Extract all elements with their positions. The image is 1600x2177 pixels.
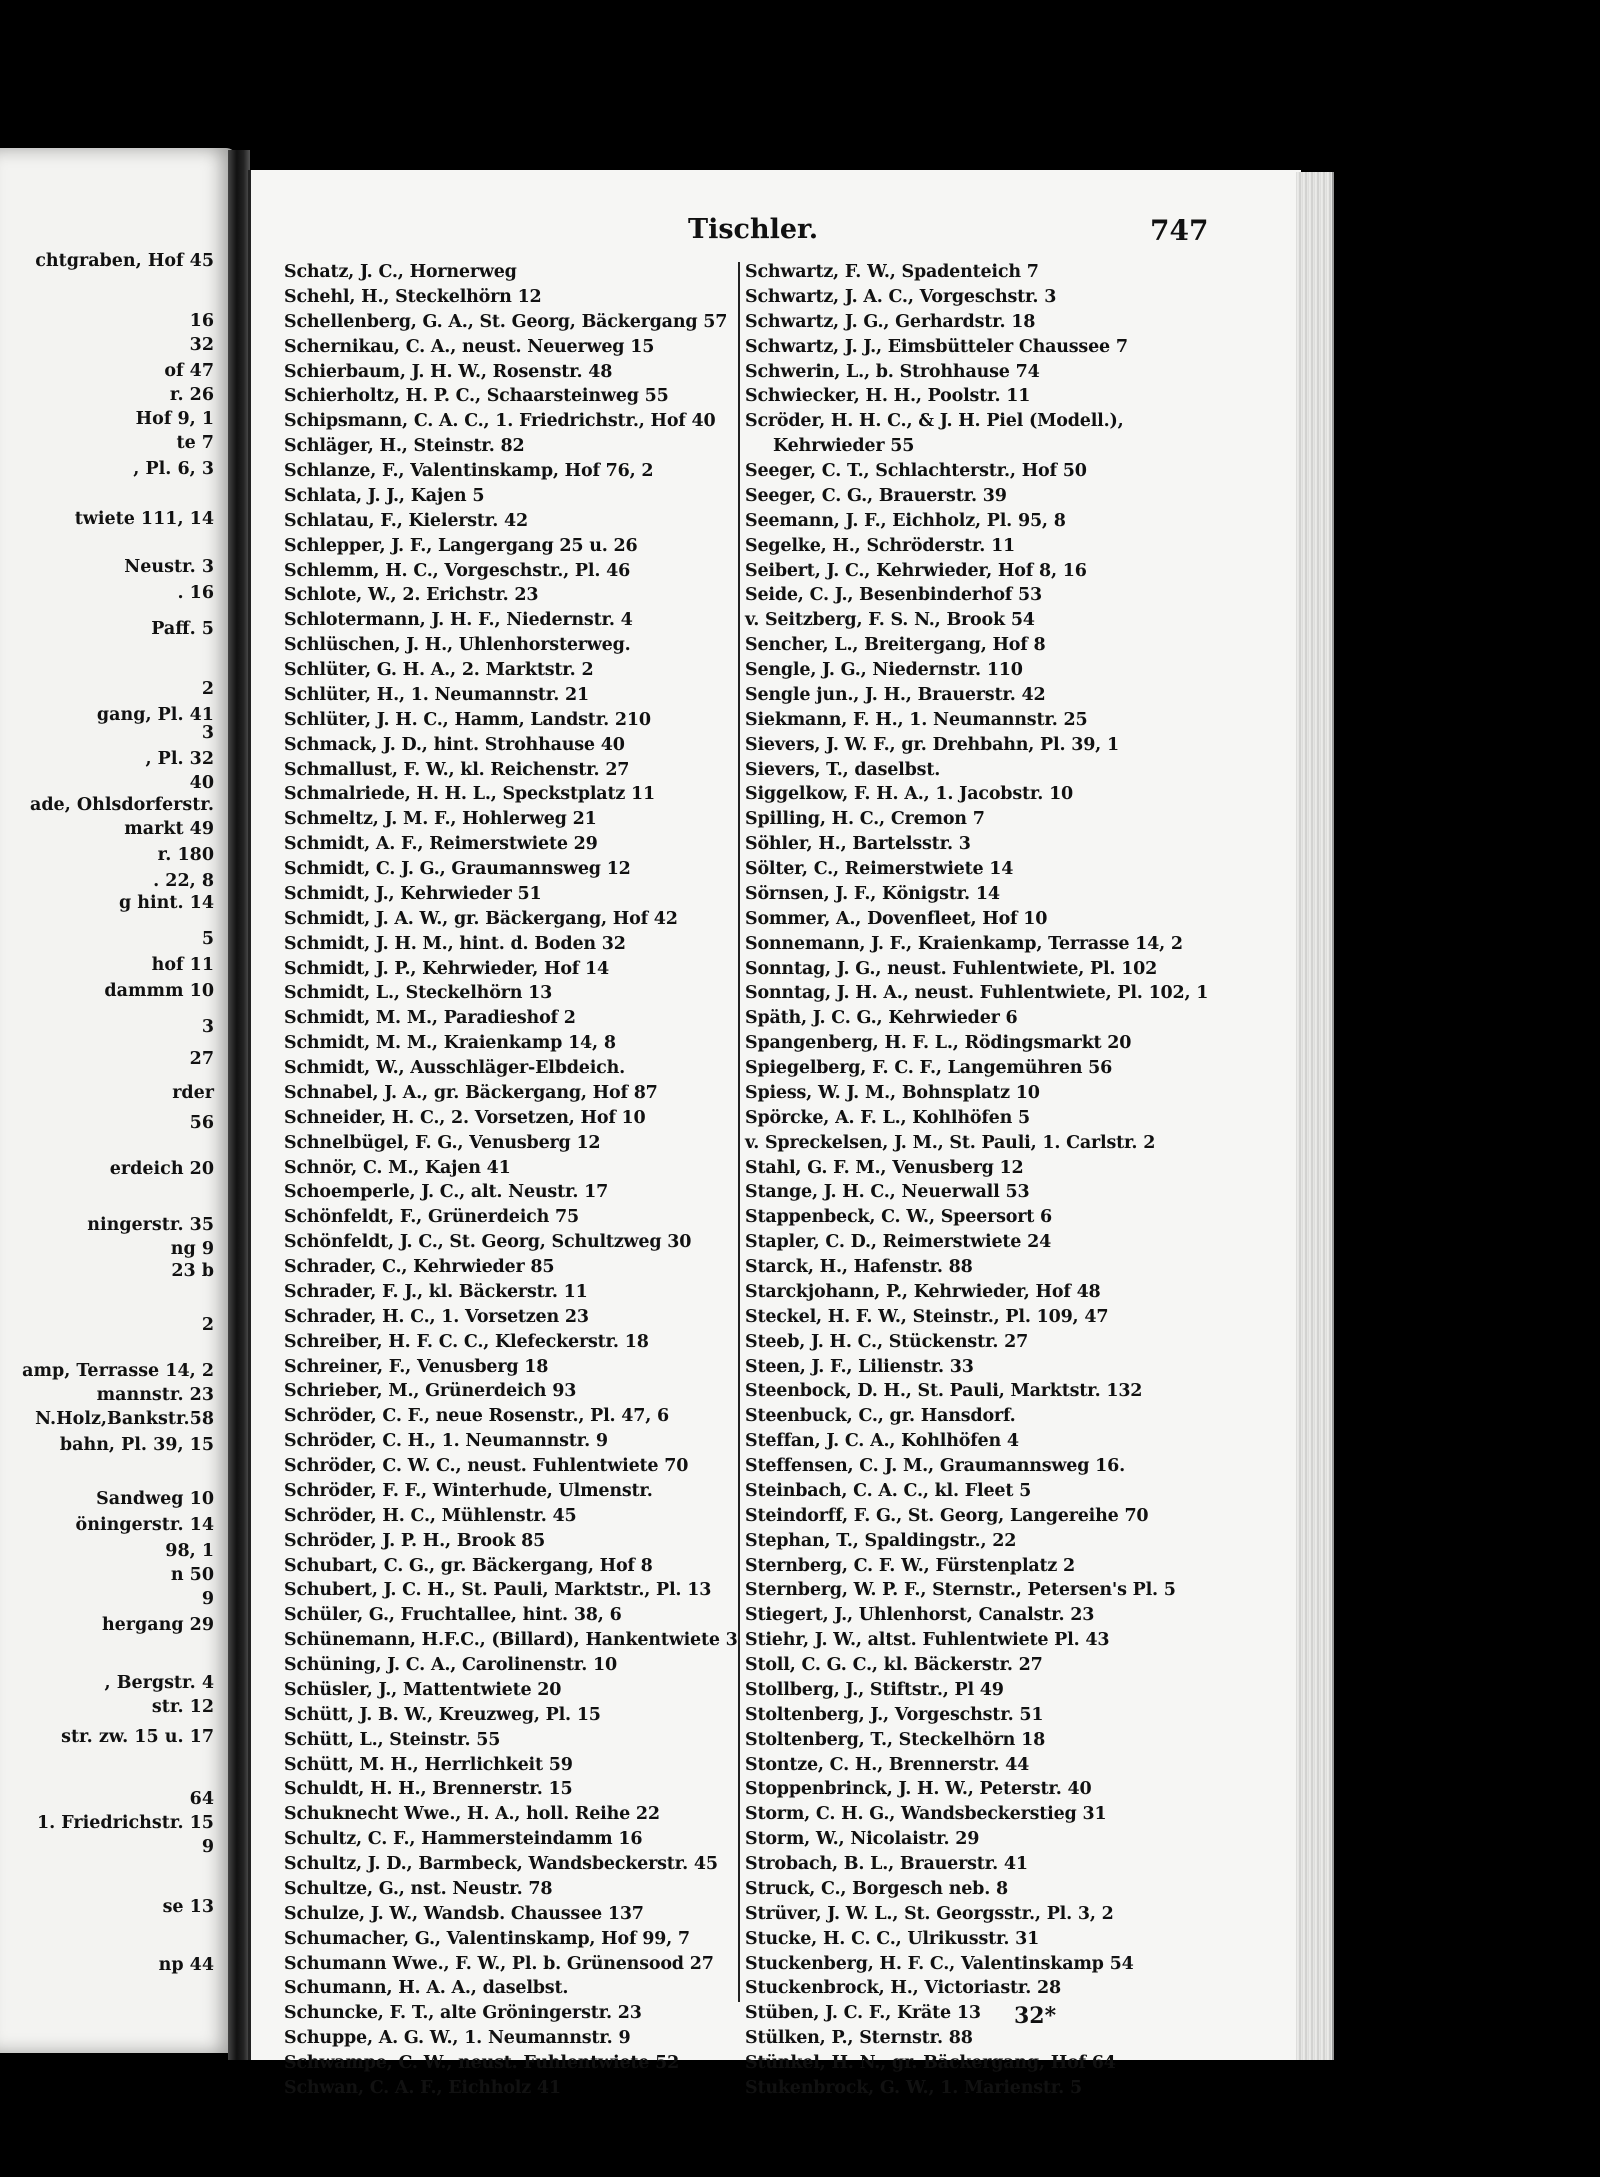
previous-page-text: , Pl. 32 bbox=[145, 749, 214, 769]
previous-page-text: Neustr. 3 bbox=[124, 557, 214, 577]
directory-entry: Schwartz, J. A. C., Vorgeschstr. 3 bbox=[745, 286, 1057, 307]
directory-entry: Steffensen, C. J. M., Graumannsweg 16. bbox=[745, 1456, 1125, 1476]
previous-page-text: r. 26 bbox=[169, 385, 214, 405]
directory-entry: Schütt, L., Steinstr. 55 bbox=[284, 1729, 501, 1750]
directory-entry: Schwartz, F. W., Spadenteich 7 bbox=[745, 262, 1039, 282]
directory-entry: Stollberg, J., Stiftstr., Pl 49 bbox=[745, 1679, 1004, 1700]
directory-entry: Stucke, H. C. C., Ulrikusstr. 31 bbox=[745, 1928, 1040, 1949]
directory-entry: Schuppe, A. G. W., 1. Neumannstr. 9 bbox=[284, 2028, 631, 2049]
directory-entry: Schmidt, J. A. W., gr. Bäckergang, Hof 42 bbox=[284, 908, 678, 929]
directory-entry: Sölter, C., Reimerstwiete 14 bbox=[745, 859, 1014, 879]
previous-page-text: rder bbox=[172, 1083, 214, 1103]
directory-entry: Schmack, J. D., hint. Strohhause 40 bbox=[284, 734, 625, 755]
directory-entry: Schmidt, J. P., Kehrwieder, Hof 14 bbox=[284, 958, 609, 979]
directory-entry: Schatz, J. C., Hornerweg bbox=[284, 262, 517, 282]
directory-entry: Scröder, H. H. C., & J. H. Piel (Modell.), bbox=[745, 411, 1124, 432]
previous-page-text: np 44 bbox=[158, 1955, 214, 1975]
directory-entry: Schnör, C. M., Kajen 41 bbox=[284, 1157, 511, 1178]
directory-entry: Seeger, C. T., Schlachterstr., Hof 50 bbox=[745, 461, 1087, 481]
previous-page-text: ng 9 bbox=[170, 1239, 214, 1259]
directory-entry: Schröder, C. H., 1. Neumannstr. 9 bbox=[284, 1431, 608, 1452]
directory-entry: Spörcke, A. F. L., Kohlhöfen 5 bbox=[745, 1107, 1030, 1128]
directory-entry: v. Seitzberg, F. S. N., Brook 54 bbox=[745, 610, 1035, 631]
directory-entry: Schröder, H. C., Mühlenstr. 45 bbox=[284, 1505, 577, 1526]
directory-entry: Schwampe, C. W., neust. Fuhlentwiete 52 bbox=[284, 2053, 680, 2073]
directory-entry: Schuncke, F. T., alte Gröningerstr. 23 bbox=[284, 2003, 642, 2024]
directory-entry: Stoltenberg, J., Vorgeschstr. 51 bbox=[745, 1704, 1044, 1725]
directory-entry: Sternberg, W. P. F., Sternstr., Petersen's Pl. 5 bbox=[745, 1580, 1176, 1601]
directory-entry: Steindorff, F. G., St. Georg, Langereihe 70 bbox=[745, 1505, 1149, 1526]
directory-entry: Schönfeldt, F., Grünerdeich 75 bbox=[284, 1207, 579, 1228]
directory-entry: Stange, J. H. C., Neuerwall 53 bbox=[745, 1182, 1030, 1203]
previous-page-text: Sandweg 10 bbox=[96, 1489, 214, 1509]
directory-entry: Steeb, J. H. C., Stückenstr. 27 bbox=[745, 1331, 1029, 1352]
directory-entry: Strobach, B. L., Brauerstr. 41 bbox=[745, 1854, 1028, 1874]
previous-page-text: se 13 bbox=[162, 1897, 214, 1917]
directory-entry: Struck, C., Borgesch neb. 8 bbox=[745, 1878, 1008, 1899]
directory-entry: Siekmann, F. H., 1. Neumannstr. 25 bbox=[745, 709, 1088, 730]
directory-entry: Schütt, J. B. W., Kreuzweg, Pl. 15 bbox=[284, 1704, 601, 1725]
directory-entry: Stuckenbrock, H., Victoriastr. 28 bbox=[745, 1978, 1062, 1999]
directory-entry: Sievers, J. W. F., gr. Drehbahn, Pl. 39, 1 bbox=[745, 734, 1119, 755]
previous-page-text: 2 bbox=[201, 1315, 214, 1335]
previous-page-text: N.Holz,Bankstr.58 bbox=[35, 1409, 214, 1429]
directory-entry: Sengle, J. G., Niedernstr. 110 bbox=[745, 660, 1023, 680]
directory-entry: Schröder, F. F., Winterhude, Ulmenstr. bbox=[284, 1480, 653, 1501]
previous-page-text: bahn, Pl. 39, 15 bbox=[59, 1435, 214, 1455]
directory-entry: Starck, H., Hafenstr. 88 bbox=[745, 1257, 973, 1277]
directory-entry: Söhler, H., Bartelsstr. 3 bbox=[745, 834, 971, 855]
column-divider bbox=[738, 262, 740, 2002]
directory-entry: Steenbuck, C., gr. Hansdorf. bbox=[745, 1406, 1016, 1427]
directory-entry: Stoltenberg, T., Steckelhörn 18 bbox=[745, 1729, 1046, 1750]
directory-entry: Seeger, C. G., Brauerstr. 39 bbox=[745, 485, 1007, 506]
directory-entry: Storm, W., Nicolaistr. 29 bbox=[745, 1829, 980, 1850]
directory-entry: Schrieber, M., Grünerdeich 93 bbox=[284, 1381, 577, 1402]
directory-entry: Späth, J. C. G., Kehrwieder 6 bbox=[745, 1008, 1018, 1029]
directory-entry: Schläger, H., Steinstr. 82 bbox=[284, 436, 525, 457]
previous-page-text: 32 bbox=[189, 335, 214, 355]
directory-entry: Schlepper, J. F., Langergang 25 u. 26 bbox=[284, 535, 638, 556]
directory-entry: Steffan, J. C. A., Kohlhöfen 4 bbox=[745, 1431, 1019, 1452]
previous-page-text: ade, Ohlsdorferstr. bbox=[29, 795, 214, 815]
previous-page-text: amp, Terrasse 14, 2 bbox=[22, 1361, 214, 1381]
previous-page-text: r. 180 bbox=[157, 845, 214, 865]
directory-entry: Schlüschen, J. H., Uhlenhorsterweg. bbox=[284, 635, 631, 656]
directory-entry: Schneider, H. C., 2. Vorsetzen, Hof 10 bbox=[284, 1107, 646, 1128]
directory-entry: Schreiner, F., Venusberg 18 bbox=[284, 1356, 549, 1377]
book-gutter bbox=[228, 150, 250, 2060]
previous-page-text: 23 b bbox=[171, 1261, 214, 1281]
directory-entry: Stapler, C. D., Reimerstwiete 24 bbox=[745, 1232, 1052, 1253]
previous-page-text: 64 bbox=[189, 1789, 214, 1809]
directory-entry: Sievers, T., daselbst. bbox=[745, 759, 941, 780]
directory-entry: Schlatau, F., Kielerstr. 42 bbox=[284, 510, 528, 531]
previous-page-text: 3 bbox=[201, 1017, 214, 1037]
previous-page-text: Paff. 5 bbox=[151, 619, 214, 639]
directory-entry: Schrader, C., Kehrwieder 85 bbox=[284, 1257, 555, 1277]
directory-entry: Schüler, G., Fruchtallee, hint. 38, 6 bbox=[284, 1605, 622, 1626]
directory-entry: Schütt, M. H., Herrlichkeit 59 bbox=[284, 1754, 573, 1775]
previous-page-text: 9 bbox=[201, 1589, 214, 1609]
directory-entry: Sörnsen, J. F., Königstr. 14 bbox=[745, 883, 1000, 904]
previous-page-text: erdeich 20 bbox=[109, 1159, 214, 1179]
directory-entry: Steckel, H. F. W., Steinstr., Pl. 109, 47 bbox=[745, 1306, 1109, 1327]
directory-entry: Schultze, G., nst. Neustr. 78 bbox=[284, 1878, 553, 1899]
previous-page-text: of 47 bbox=[164, 361, 214, 381]
directory-entry: Schmidt, W., Ausschläger-Elbdeich. bbox=[284, 1058, 626, 1078]
directory-entry: Stünkel, H. N., gr. Bäckergang, Hof 64 bbox=[745, 2053, 1116, 2073]
directory-entry: Schwartz, J. G., Gerhardstr. 18 bbox=[745, 311, 1036, 332]
directory-entry: Stülken, P., Sternstr. 88 bbox=[745, 2028, 973, 2049]
directory-entry: Stappenbeck, C. W., Speersort 6 bbox=[745, 1207, 1052, 1228]
directory-entry: Spiess, W. J. M., Bohnsplatz 10 bbox=[745, 1082, 1040, 1103]
directory-entry: Stahl, G. F. M., Venusberg 12 bbox=[745, 1157, 1024, 1178]
directory-entry: Schoemperle, J. C., alt. Neustr. 17 bbox=[284, 1182, 609, 1203]
directory-entry: Steinbach, C. A. C., kl. Fleet 5 bbox=[745, 1480, 1032, 1501]
previous-page-text: markt 49 bbox=[124, 819, 214, 839]
directory-entry: Schrader, H. C., 1. Vorsetzen 23 bbox=[284, 1306, 589, 1327]
directory-entry: Stiehr, J. W., altst. Fuhlentwiete Pl. 43 bbox=[745, 1630, 1110, 1651]
previous-page-text: str. zw. 15 u. 17 bbox=[61, 1727, 214, 1747]
directory-entry: Sonntag, J. H. A., neust. Fuhlentwiete, Pl. 102, 1 bbox=[745, 983, 1209, 1004]
entries-column-left bbox=[284, 260, 774, 2101]
directory-entry: Schellenberg, G. A., St. Georg, Bäckergang 57 bbox=[284, 311, 728, 332]
directory-entry: Schröder, J. P. H., Brook 85 bbox=[284, 1530, 546, 1551]
previous-page-text: g hint. 14 bbox=[118, 893, 214, 913]
directory-entry: Schlüter, J. H. C., Hamm, Landstr. 210 bbox=[284, 709, 651, 730]
directory-entry: Schrader, F. J., kl. Bäckerstr. 11 bbox=[284, 1281, 588, 1302]
directory-entry: Schnelbügel, F. G., Venusberg 12 bbox=[284, 1132, 601, 1153]
directory-entry: Kehrwieder 55 bbox=[773, 436, 915, 457]
directory-entry: Sommer, A., Dovenfleet, Hof 10 bbox=[745, 908, 1048, 929]
previous-page-text: 56 bbox=[189, 1113, 214, 1133]
directory-entry: Schehl, H., Steckelhörn 12 bbox=[284, 286, 542, 307]
directory-entry: Schlanze, F., Valentinskamp, Hof 76, 2 bbox=[284, 461, 654, 481]
previous-page-text: mannstr. 23 bbox=[96, 1385, 214, 1405]
directory-entry: Schwartz, J. J., Eimsbütteler Chaussee 7 bbox=[745, 336, 1128, 357]
directory-entry: Schuknecht Wwe., H. A., holl. Reihe 22 bbox=[284, 1804, 660, 1825]
directory-entry: Schnabel, J. A., gr. Bäckergang, Hof 87 bbox=[284, 1082, 658, 1103]
directory-entry: Schröder, C. W. C., neust. Fuhlentwiete 70 bbox=[284, 1456, 689, 1476]
previous-page-text: twiete 111, 14 bbox=[74, 509, 214, 529]
directory-entry: Sternberg, C. F. W., Fürstenplatz 2 bbox=[745, 1555, 1076, 1576]
previous-page-text: 27 bbox=[189, 1049, 214, 1069]
entries-column-right bbox=[745, 260, 1305, 2101]
previous-page-text: te 7 bbox=[176, 433, 214, 453]
scan-background bbox=[0, 0, 1600, 150]
directory-entry: Seemann, J. F., Eichholz, Pl. 95, 8 bbox=[745, 510, 1066, 531]
directory-entry: Schwerin, L., b. Strohhause 74 bbox=[745, 361, 1040, 382]
previous-page-text: hergang 29 bbox=[101, 1615, 214, 1635]
directory-entry: Schlüter, G. H. A., 2. Marktstr. 2 bbox=[284, 660, 594, 680]
directory-entry: Schreiber, H. F. C. C., Klefeckerstr. 18 bbox=[284, 1331, 649, 1352]
directory-entry: Schipsmann, C. A. C., 1. Friedrichstr., Hof 40 bbox=[284, 411, 716, 432]
previous-page-text: öningerstr. 14 bbox=[75, 1515, 214, 1535]
directory-entry: Seibert, J. C., Kehrwieder, Hof 8, 16 bbox=[745, 560, 1087, 581]
previous-page-text: 3 bbox=[201, 723, 214, 743]
directory-entry: Seide, C. J., Besenbinderhof 53 bbox=[745, 585, 1042, 606]
directory-entry: Schmidt, M. M., Kraienkamp 14, 8 bbox=[284, 1033, 616, 1054]
directory-entry: Starckjohann, P., Kehrwieder, Hof 48 bbox=[745, 1281, 1101, 1302]
previous-page-text: 40 bbox=[189, 773, 214, 793]
directory-entry: Stüben, J. C. F., Kräte 13 bbox=[745, 2003, 981, 2024]
directory-entry: Schubart, C. G., gr. Bäckergang, Hof 8 bbox=[284, 1555, 653, 1576]
previous-page-text: . 22, 8 bbox=[153, 871, 214, 891]
directory-entry: Schumann Wwe., F. W., Pl. b. Grünensood 27 bbox=[284, 1953, 714, 1974]
directory-entry: Schumacher, G., Valentinskamp, Hof 99, 7 bbox=[284, 1928, 690, 1949]
previous-page-text: 98, 1 bbox=[165, 1541, 214, 1561]
directory-entry: v. Spreckelsen, J. M., St. Pauli, 1. Carlstr. 2 bbox=[745, 1132, 1156, 1153]
previous-page-text: 5 bbox=[201, 929, 214, 949]
directory-entry: Schmidt, L., Steckelhörn 13 bbox=[284, 983, 553, 1004]
directory-entry: Steenbock, D. H., St. Pauli, Marktstr. 132 bbox=[745, 1381, 1143, 1402]
directory-entry: Schmeltz, J. M. F., Hohlerweg 21 bbox=[284, 809, 597, 830]
directory-entry: Schultz, J. D., Barmbeck, Wandsbeckerstr. 45 bbox=[284, 1854, 718, 1874]
directory-entry: Schünemann, H.F.C., (Billard), Hankentwiete 3 bbox=[284, 1630, 738, 1651]
directory-entry: Schlüter, H., 1. Neumannstr. 21 bbox=[284, 684, 589, 705]
directory-entry: Spangenberg, H. F. L., Rödingsmarkt 20 bbox=[745, 1033, 1132, 1054]
running-head: Tischler. bbox=[688, 214, 819, 245]
directory-entry: Schmalriede, H. H. L., Speckstplatz 11 bbox=[284, 784, 655, 805]
directory-entry: Storm, C. H. G., Wandsbeckerstieg 31 bbox=[745, 1804, 1107, 1825]
previous-page-text: 16 bbox=[189, 311, 214, 331]
directory-entry: Stephan, T., Spaldingstr., 22 bbox=[745, 1530, 1017, 1551]
previous-page-text: 2 bbox=[201, 679, 214, 699]
directory-entry: Schubert, J. C. H., St. Pauli, Marktstr., Pl. 13 bbox=[284, 1580, 712, 1601]
directory-entry: Schierbaum, J. H. W., Rosenstr. 48 bbox=[284, 361, 613, 382]
directory-entry: Siggelkow, F. H. A., 1. Jacobstr. 10 bbox=[745, 784, 1074, 805]
previous-page-fragment bbox=[0, 148, 236, 2053]
directory-entry: Stontze, C. H., Brennerstr. 44 bbox=[745, 1754, 1030, 1775]
directory-entry: Strüver, J. W. L., St. Georgsstr., Pl. 3, 2 bbox=[745, 1903, 1114, 1924]
directory-entry: Segelke, H., Schröderstr. 11 bbox=[745, 535, 1016, 556]
directory-entry: Schönfeldt, J. C., St. Georg, Schultzweg 30 bbox=[284, 1232, 692, 1253]
directory-entry: Schlemm, H. C., Vorgeschstr., Pl. 46 bbox=[284, 560, 631, 581]
directory-entry: Schlata, J. J., Kajen 5 bbox=[284, 485, 485, 506]
directory-entry: Schultz, C. F., Hammersteindamm 16 bbox=[284, 1829, 643, 1850]
directory-entry: Sonntag, J. G., neust. Fuhlentwiete, Pl. 102 bbox=[745, 958, 1158, 979]
directory-entry: Schierholtz, H. P. C., Schaarsteinweg 55 bbox=[284, 386, 669, 407]
directory-entry: Schernikau, C. A., neust. Neuerweg 15 bbox=[284, 336, 655, 357]
directory-entry: Schlote, W., 2. Erichstr. 23 bbox=[284, 585, 539, 606]
page-number: 747 bbox=[1150, 214, 1209, 247]
directory-entry: Schlotermann, J. H. F., Niedernstr. 4 bbox=[284, 610, 633, 631]
directory-entry: Sengle jun., J. H., Brauerstr. 42 bbox=[745, 684, 1046, 705]
directory-entry: Spiegelberg, F. C. F., Langemühren 56 bbox=[745, 1058, 1113, 1078]
previous-page-text: str. 12 bbox=[151, 1697, 214, 1717]
previous-page-text: ningerstr. 35 bbox=[87, 1215, 214, 1235]
directory-entry: Schumann, H. A. A., daselbst. bbox=[284, 1978, 569, 1999]
directory-entry: Sencher, L., Breitergang, Hof 8 bbox=[745, 635, 1046, 656]
directory-entry: Schüsler, J., Mattentwiete 20 bbox=[284, 1679, 562, 1700]
directory-entry: Schmallust, F. W., kl. Reichenstr. 27 bbox=[284, 759, 630, 780]
directory-entry: Stoppenbrinck, J. H. W., Peterstr. 40 bbox=[745, 1779, 1092, 1800]
previous-page-text: hof 11 bbox=[151, 955, 214, 975]
directory-entry: Stiegert, J., Uhlenhorst, Canalstr. 23 bbox=[745, 1605, 1095, 1626]
directory-entry: Schwiecker, H. H., Poolstr. 11 bbox=[745, 386, 1031, 407]
directory-entry: Stoll, C. G. C., kl. Bäckerstr. 27 bbox=[745, 1655, 1043, 1675]
directory-entry: Schmidt, A. F., Reimerstwiete 29 bbox=[284, 834, 598, 855]
previous-page-text: , Bergstr. 4 bbox=[104, 1673, 214, 1693]
previous-page-text: , Pl. 6, 3 bbox=[133, 459, 214, 479]
directory-entry: Stukenbrock, G. W., 1. Marienstr. 5 bbox=[745, 2077, 1082, 2098]
directory-entry: Schüning, J. C. A., Carolinenstr. 10 bbox=[284, 1655, 617, 1675]
previous-page-text: dammm 10 bbox=[104, 981, 214, 1001]
previous-page-text: gang, Pl. 41 bbox=[96, 705, 214, 725]
directory-entry: Schwan, C. A. F., Eichholz 41 bbox=[284, 2077, 561, 2098]
directory-entry: Schmidt, C. J. G., Graumannsweg 12 bbox=[284, 859, 631, 879]
directory-entry: Schulze, J. W., Wandsb. Chaussee 137 bbox=[284, 1903, 644, 1924]
previous-page-text: . 16 bbox=[177, 583, 214, 603]
previous-page-text: 9 bbox=[201, 1837, 214, 1857]
directory-entry: Schuldt, H. H., Brennerstr. 15 bbox=[284, 1779, 573, 1800]
directory-entry: Sonnemann, J. F., Kraienkamp, Terrasse 14, 2 bbox=[745, 933, 1183, 954]
directory-entry: Schmidt, M. M., Paradieshof 2 bbox=[284, 1008, 576, 1029]
previous-page-text: Hof 9, 1 bbox=[135, 409, 214, 429]
directory-entry: Schmidt, J. H. M., hint. d. Boden 32 bbox=[284, 933, 626, 954]
directory-entry: Schmidt, J., Kehrwieder 51 bbox=[284, 883, 542, 904]
previous-page-text: 1. Friedrichstr. 15 bbox=[36, 1813, 214, 1833]
directory-entry: Schröder, C. F., neue Rosenstr., Pl. 47, 6 bbox=[284, 1406, 670, 1427]
printer-signature: 32* bbox=[1014, 2003, 1057, 2029]
directory-entry: Spilling, H. C., Cremon 7 bbox=[745, 809, 985, 830]
previous-page-text: chtgraben, Hof 45 bbox=[35, 251, 214, 271]
directory-entry: Steen, J. F., Lilienstr. 33 bbox=[745, 1356, 974, 1377]
directory-entry: Stuckenberg, H. F. C., Valentinskamp 54 bbox=[745, 1953, 1134, 1974]
previous-page-text: n 50 bbox=[170, 1565, 214, 1585]
